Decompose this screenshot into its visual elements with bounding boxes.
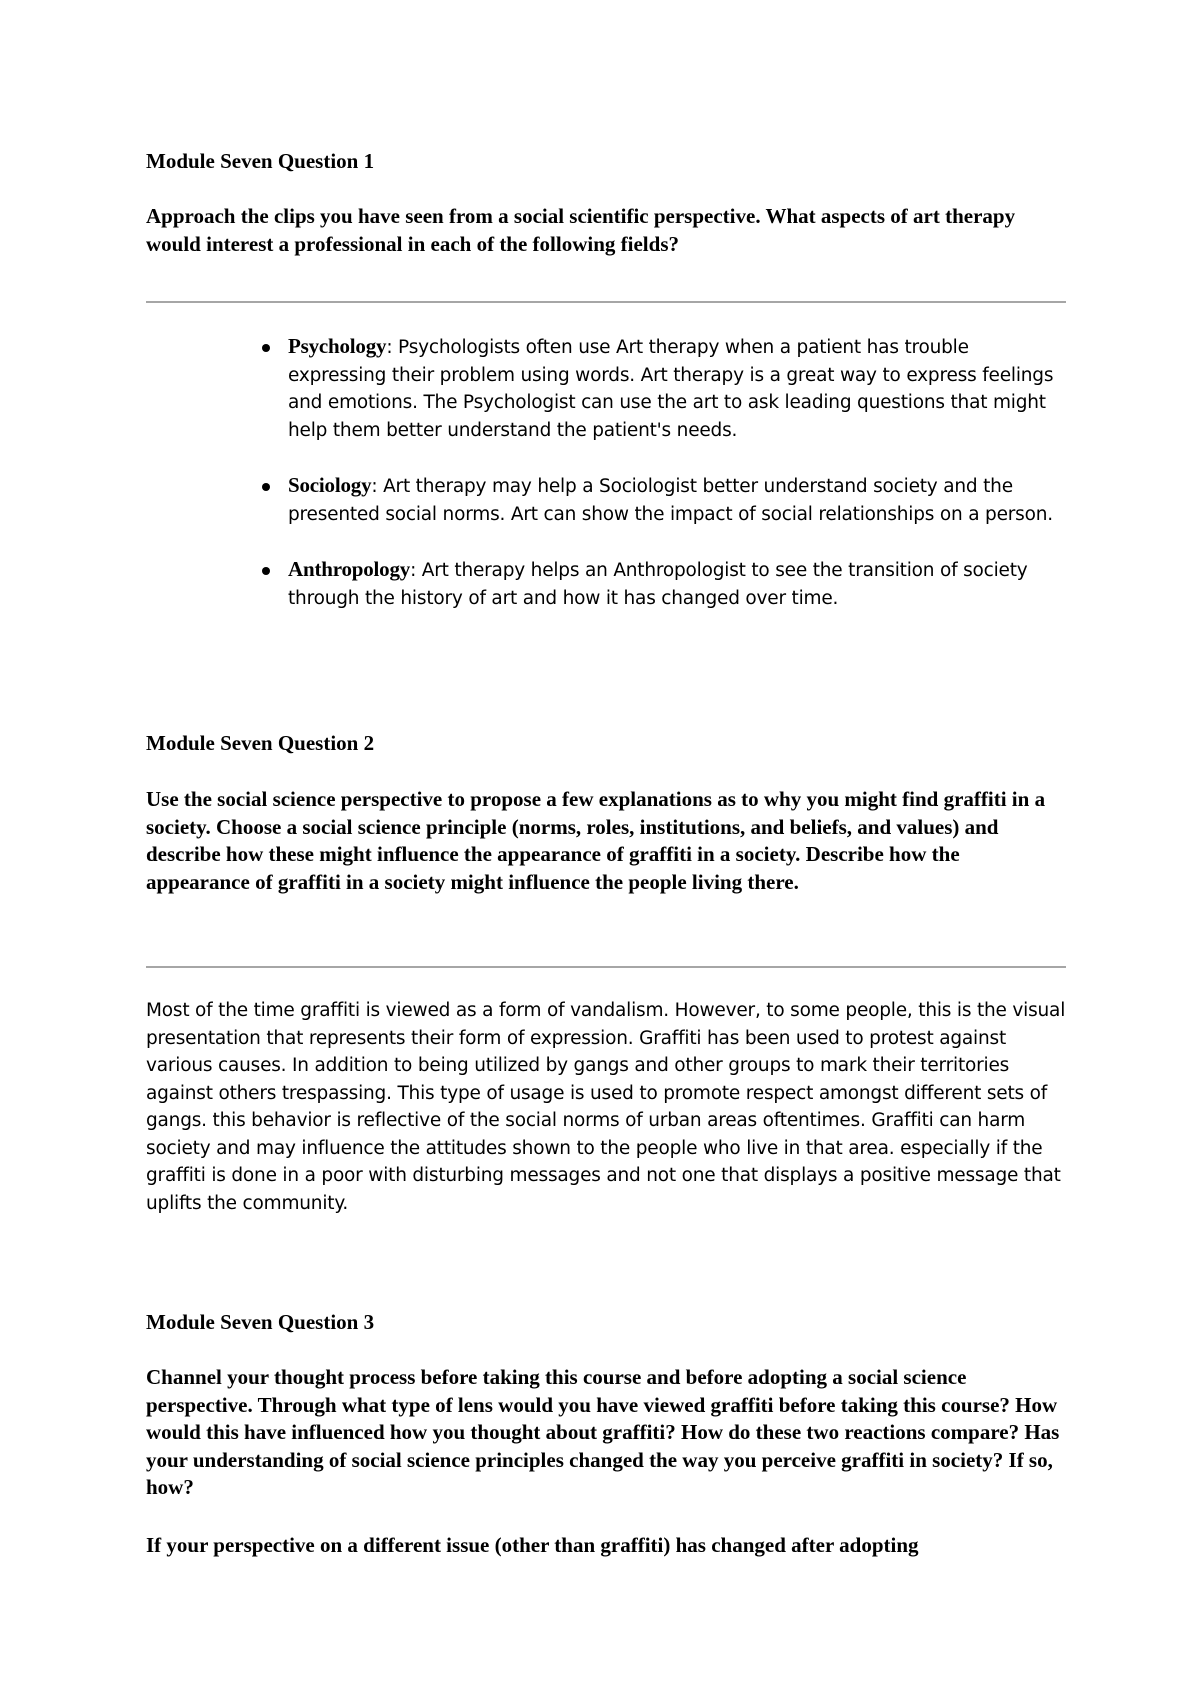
term-sociology: Sociology — [288, 473, 372, 497]
q2-divider — [146, 966, 1066, 968]
text-psychology: : Psychologists often use Art therapy when a patient has trouble expressing their problem using words. Art therapy is a great way to express feelings and emotions. The Psychologist can use the art to ask leading questions that might help them better understand the patient's needs. — [288, 337, 1054, 441]
q1-answer-list — [268, 333, 1068, 640]
text-sociology: : Art therapy may help a Sociologist better understand society and the presented social norms. Art can show the impact of social relationships on a person. — [288, 476, 1053, 525]
text-anthropology: : Art therapy helps an Anthropologist to see the transition of society through the history of art and how it has changed over time. — [288, 560, 1028, 609]
q2-prompt: Use the social science perspective to propose a few explanations as to why you might find graffiti in a society. Choose a social science principle (norms, roles, institutions, and beliefs, and values) and describe how these might influence the appearance of graffiti in a society. Describe how the appearance of graffiti in a society might influence the people living there. — [146, 787, 1046, 894]
q1-prompt: Approach the clips you have seen from a social scientific perspective. What aspects of art therapy would interest a professional in each of the following fields? — [146, 204, 1016, 256]
list-item-anthropology — [268, 556, 1068, 612]
term-psychology: Psychology — [288, 334, 387, 358]
q2-heading: Module Seven Question 2 — [146, 731, 375, 755]
q3-heading: Module Seven Question 3 — [146, 1310, 375, 1334]
list-item-psychology — [268, 333, 1068, 444]
q3-prompt: Channel your thought process before taking this course and before adopting a social science perspective. Through what type of lens would you have viewed graffiti before taking this course? How would this have influenced how you thought about graffiti? How do these two reactions compare? Has your understanding of social science principles changed the way you perceive graffiti in society? If so, how? — [146, 1365, 1060, 1499]
list-item-sociology — [268, 472, 1068, 528]
term-anthropology: Anthropology — [288, 557, 411, 581]
q1-divider — [146, 301, 1066, 303]
q3-prompt-continued: If your perspective on a different issue (other than graffiti) has changed after adopting — [146, 1533, 919, 1557]
q1-heading: Module Seven Question 1 — [146, 149, 375, 173]
q2-answer: Most of the time graffiti is viewed as a form of vandalism. However, to some people, this is the visual presentation that represents their form of expression. Graffiti has been used to protest against various causes. In addition to being utilized by gangs and other groups to mark their territories against others trespassing. This type of usage is used to promote respect amongst different sets of gangs. this behavior is reflective of the social norms of urban areas oftentimes. Graffiti can harm society and may influence the attitudes shown to the people who live in that area. especially if the graffiti is done in a poor with disturbing messages and not one that displays a positive message that uplifts the community. — [146, 1000, 1066, 1214]
